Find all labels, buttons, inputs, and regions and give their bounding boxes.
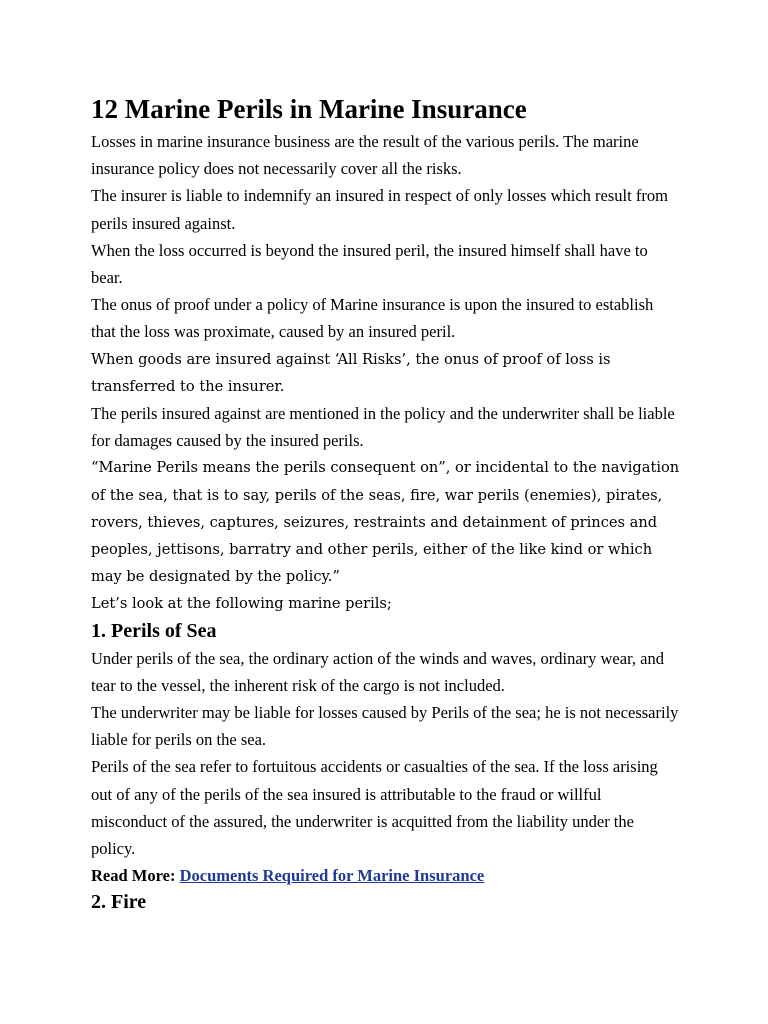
paragraph: When goods are insured against ‘All Risks’, the onus of proof of loss is transferred to the insurer.: [91, 350, 611, 395]
paragraph: The onus of proof under a policy of Marine insurance is upon the insured to establish that the loss was proximate, caused by an insured peril.: [91, 295, 654, 342]
article: [91, 92, 681, 916]
paragraph: Under perils of the sea, the ordinary action of the winds and waves, ordinary wear, and tear to the vessel, the inherent risk of the cargo is not included.: [91, 648, 664, 695]
paragraph: The underwriter may be liable for losses caused by Perils of the sea; he is not necessarily liable for perils on the sea.: [91, 703, 679, 750]
quote-paragraph: “Marine Perils means the perils consequent on”, or incidental to the navigation of the sea, that is to say, perils of the seas, fire, war perils (enemies), pirates, rovers, thieves, captures, seizures, restraints and detainment of princes and peoples, jettisons, barratry and other perils, either of the like kind or which may be designated by the policy.”: [91, 459, 680, 586]
paragraph: Let’s look at the following marine perils;: [91, 595, 392, 613]
read-more-link[interactable]: Documents Required for Marine Insurance: [179, 866, 485, 886]
section-heading-fire: 2. Fire: [91, 891, 147, 914]
section-heading-perils-of-sea: 1. Perils of Sea: [91, 619, 217, 642]
read-more-label: Read More:: [91, 866, 176, 886]
paragraph: The perils insured against are mentioned in the policy and the underwriter shall be liable for damages caused by the insured perils.: [91, 404, 675, 451]
page-title: 12 Marine Perils in Marine Insurance: [91, 94, 527, 124]
paragraph: Losses in marine insurance business are the result of the various perils. The marine insurance policy does not necessarily cover all the risks.: [91, 132, 639, 179]
read-more: [91, 862, 681, 889]
paragraph: Perils of the sea refer to fortuitous accidents or casualties of the sea. If the loss arising out of any of the perils of the sea insured is attributable to the fraud or willful misconduct of the assured, the underwriter is acquitted from the liability under the policy.: [91, 757, 658, 859]
paragraph: When the loss occurred is beyond the insured peril, the insured himself shall have to bear.: [91, 240, 648, 288]
paragraph: The insurer is liable to indemnify an insured in respect of only losses which result from perils insured against.: [91, 186, 668, 233]
